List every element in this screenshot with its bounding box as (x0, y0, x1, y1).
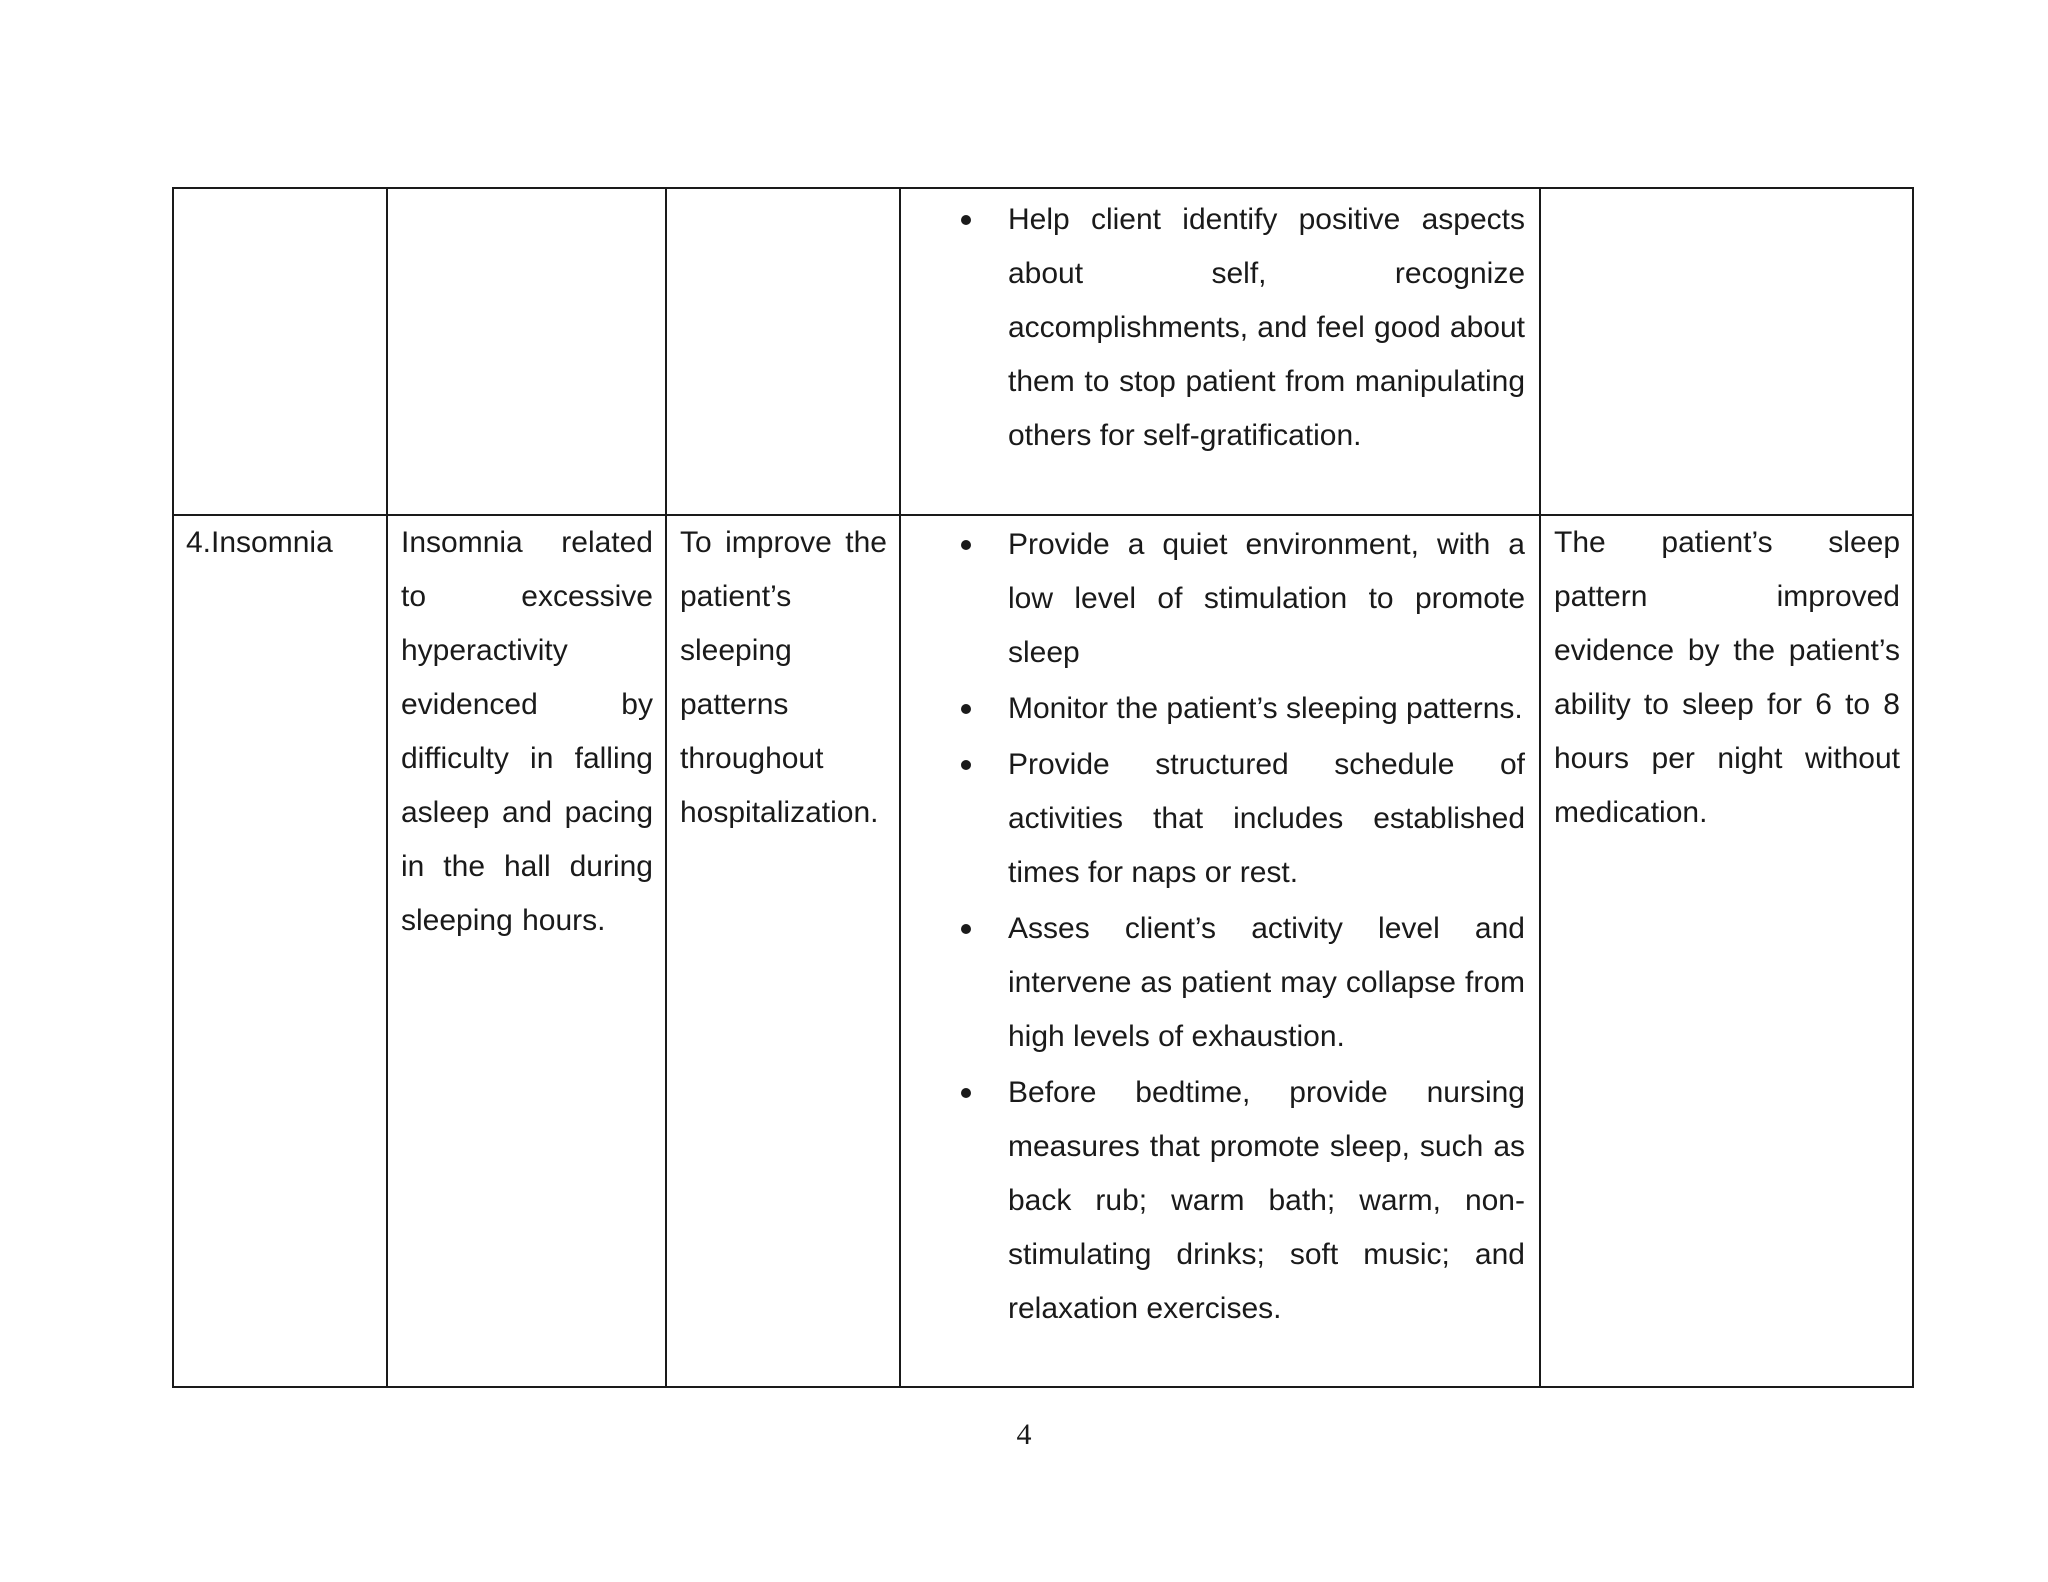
goal-text: To improve the patient’s sleeping patterns throughout hospitalization. (680, 526, 887, 829)
intervention-text: Monitor the patient’s sleeping patterns. (1008, 692, 1523, 725)
goal-cell (666, 515, 900, 1387)
list-item (901, 738, 1525, 900)
intervention-text: Provide a quiet environment, with a low level of stimulation to promote sleep (1008, 528, 1525, 669)
list-item (901, 902, 1525, 1064)
problem-cell (173, 188, 387, 515)
bullet-icon (961, 215, 971, 225)
bullet-icon (961, 924, 971, 934)
evaluation-text: The patient’s sleep pattern improved evidence by the patient’s ability to sleep for 6 to 8 hours per night without medication. (1554, 526, 1900, 829)
intervention-text: Help client identify positive aspects about self, recognize accomplishments, and feel good about them to stop patient from manipulating others for self-gratification. (1008, 203, 1525, 452)
problem-cell (173, 515, 387, 1387)
nursing-care-plan-table (172, 187, 1914, 1388)
diagnosis-cell (387, 188, 666, 515)
diagnosis-text: Insomnia related to excessive hyperactivity evidenced by difficulty in falling asleep and pacing in the hall during sleeping hours. (401, 526, 653, 937)
bullet-icon (961, 1088, 971, 1098)
diagnosis-cell (387, 515, 666, 1387)
table-row (173, 188, 1913, 515)
goal-cell (666, 188, 900, 515)
evaluation-cell (1540, 188, 1913, 515)
bullet-icon (961, 704, 971, 714)
list-item (901, 1066, 1525, 1336)
list-item (901, 518, 1525, 680)
evaluation-cell (1540, 515, 1913, 1387)
list-item (901, 193, 1525, 463)
interventions-cell (900, 515, 1540, 1387)
table-row (173, 515, 1913, 1387)
problem-text: 4.Insomnia (186, 526, 333, 559)
page-number: 4 (1016, 1418, 1032, 1451)
bullet-icon (961, 540, 971, 550)
interventions-list (901, 516, 1539, 1336)
intervention-text: Before bedtime, provide nursing measures that promote sleep, such as back rub; warm bath; warm, non-stimulating drinks; soft music; and relaxation exercises. (1008, 1076, 1525, 1325)
bullet-icon (961, 760, 971, 770)
interventions-cell (900, 188, 1540, 515)
interventions-list (901, 189, 1539, 463)
intervention-text: Provide structured schedule of activities that includes established times for naps or rest. (1008, 748, 1525, 889)
list-item (901, 682, 1525, 736)
intervention-text: Asses client’s activity level and intervene as patient may collapse from high levels of exhaustion. (1008, 912, 1525, 1053)
